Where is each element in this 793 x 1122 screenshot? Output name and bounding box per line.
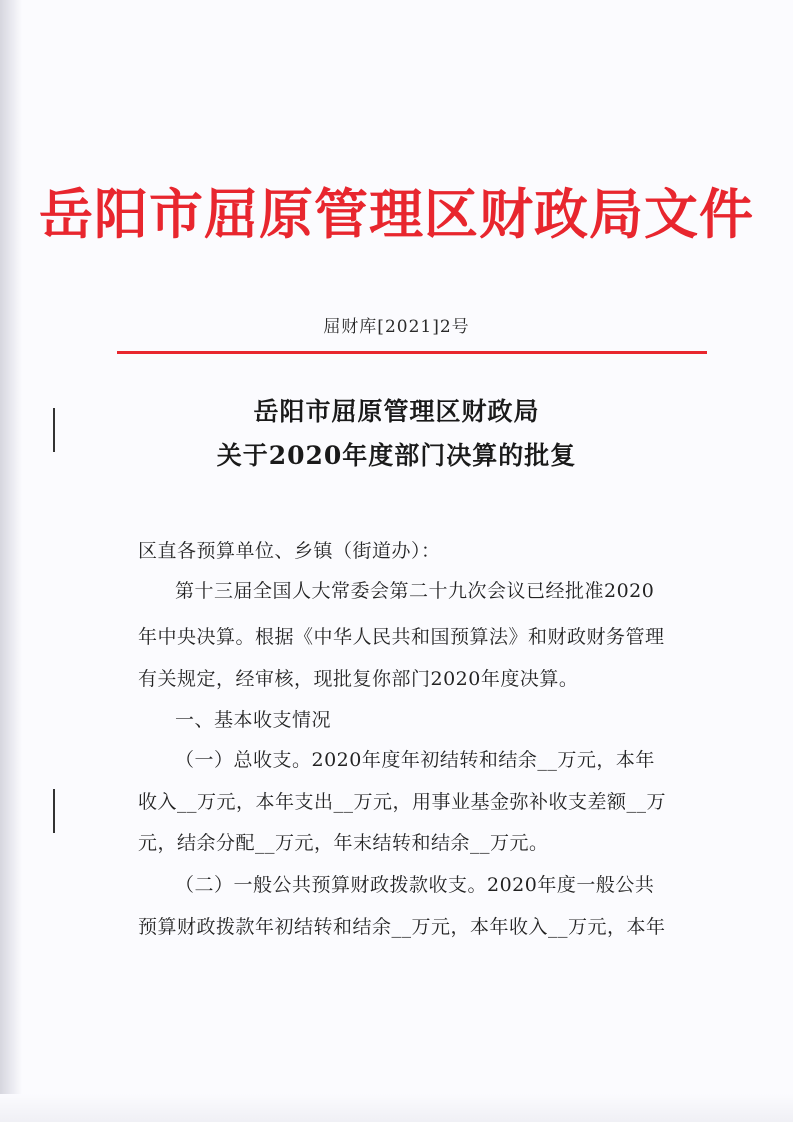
paragraph-line: 收入__万元，本年支出__万元，用事业基金弥补收支差额__万 bbox=[138, 791, 667, 813]
red-divider-line bbox=[117, 351, 707, 354]
paragraph-line: （一）总收支。2020年度年初结转和结余__万元，本年 bbox=[175, 749, 655, 771]
document-title-line1: 岳阳市屈原管理区财政局 bbox=[253, 397, 540, 426]
masthead-title: 岳阳市屈原管理区财政局文件 bbox=[39, 182, 754, 246]
binding-mark-bottom bbox=[53, 789, 55, 833]
paragraph-line: 有关规定，经审核，现批复你部门2020年度决算。 bbox=[138, 668, 579, 690]
paragraph-line: 元，结余分配__万元，年末结转和结余__万元。 bbox=[138, 832, 549, 854]
paragraph-line: 预算财政拨款年初结转和结余__万元，本年收入__万元，本年 bbox=[138, 916, 666, 938]
paragraph-line: 第十三届全国人大常委会第二十九次会议已经批准2020 bbox=[175, 580, 655, 602]
salutation: 区直各预算单位、乡镇（街道办）： bbox=[138, 540, 441, 562]
scan-bottom-edge bbox=[0, 1094, 793, 1122]
paragraph-line: 年中央决算。根据《中华人民共和国预算法》和财政财务管理 bbox=[138, 626, 665, 648]
paragraph-line: （二）一般公共预算财政拨款收支。2020年度一般公共 bbox=[175, 874, 655, 896]
scan-left-edge bbox=[0, 0, 22, 1122]
section-heading: 一、基本收支情况 bbox=[175, 709, 332, 731]
document-title-line2: 关于2020年度部门决算的批复 bbox=[216, 441, 577, 470]
document-number: 屈财库[2021]2号 bbox=[323, 317, 470, 337]
